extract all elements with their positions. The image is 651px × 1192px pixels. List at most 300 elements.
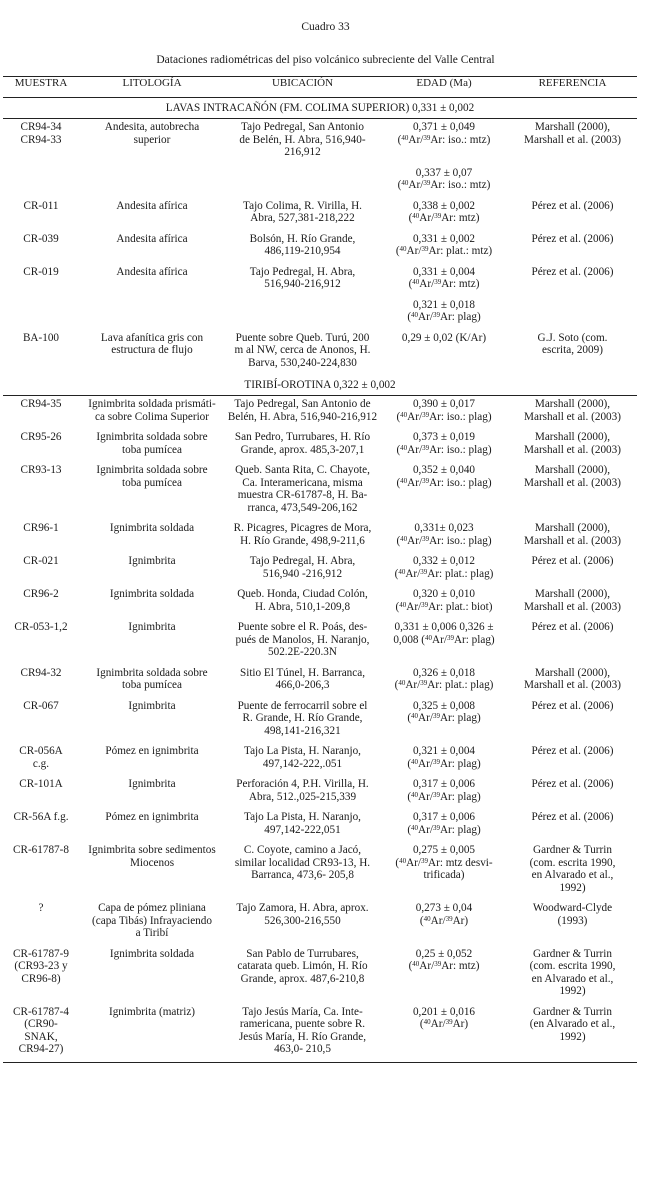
age-line (382, 902, 506, 915)
cell-line: Ignimbrita soldada prismáti- (88, 398, 216, 410)
isotope-superscript: 39 (432, 757, 440, 766)
cell-ubicacion (225, 619, 380, 665)
isotope-superscript: 40 (401, 179, 409, 187)
table-row (3, 553, 637, 586)
table-row (3, 119, 637, 165)
cell-line: 497,142-222,051 (264, 823, 341, 836)
cell-line: Ignimbrita (matriz) (108, 1005, 196, 1018)
isotope-superscript: 40 (412, 960, 420, 968)
cell-line: CR96-2 (23, 588, 59, 600)
age-line (382, 844, 506, 857)
age-text: ( (396, 410, 401, 423)
table-caption: Dataciones radiométricas del piso volcánico subreciente del Valle Central (156, 54, 495, 66)
cell-litologia (79, 665, 225, 698)
isotope-superscript: 40 (399, 856, 407, 865)
cell-line: Ignimbrita soldada (109, 522, 195, 534)
age-text: 0,352 ± 0,040 (412, 464, 476, 476)
cell-referencia (508, 165, 637, 198)
cell-referencia (508, 462, 637, 520)
cell-line: Bolsón, H. Río Grande, (249, 232, 356, 245)
cell-ubicacion (225, 842, 380, 900)
cell-line: C. Coyote, camino a Jacó, (243, 844, 362, 856)
cell-line: Tajo La Pista, H. Naranjo, (244, 811, 361, 823)
cell-ubicacion (225, 297, 380, 330)
age-text: 0,201 ± 0,016 (412, 1005, 476, 1018)
age-text: 0,275 ± 0,005 (412, 844, 476, 856)
cell-line: Tajo La Pista, H. Naranjo, (244, 745, 361, 757)
age-text: ( (407, 823, 412, 836)
age-line (382, 464, 506, 477)
cell-line: Marshall et al. (2003) (524, 443, 621, 456)
age-line (382, 915, 506, 928)
age-text: Ar/ (406, 600, 422, 613)
age-text: Ar/ (405, 679, 421, 691)
cell-referencia (508, 698, 637, 744)
age-line (382, 1006, 506, 1019)
cell-litologia (79, 165, 225, 198)
cell-line: Marshall et al. (2003) (524, 476, 621, 489)
cell-line: San Pablo de Turrubares, (246, 947, 359, 960)
age-text: 0,337 ± 0,07 (415, 166, 473, 179)
cell-line: Pérez et al. (2006) (531, 199, 614, 212)
age-text: Ar/ (407, 476, 423, 489)
cell-edad (380, 586, 508, 619)
age-text: Ar/ (430, 1018, 446, 1030)
cell-edad (380, 396, 508, 430)
cell-edad (380, 1004, 508, 1063)
cell-litologia (79, 698, 225, 744)
isotope-superscript: 39 (421, 600, 429, 609)
age-text: Ar: iso.: plag) (429, 410, 492, 423)
cell-ubicacion (225, 553, 380, 586)
age-text: Ar: plat.: plag) (427, 679, 494, 691)
isotope-superscript: 40 (400, 534, 408, 543)
age-text: Ar/ (418, 311, 433, 323)
cell-line: CR94-32 (20, 666, 62, 679)
cell-line: Marshall (2000), (534, 522, 611, 534)
cell-line: Queb. Santa Rita, C. Chayote, (235, 464, 370, 476)
cell-muestra (3, 809, 79, 842)
age-text: ( (419, 914, 424, 927)
cell-line: Tajo Jesús María, Ca. Inte- (242, 1005, 363, 1018)
table-row (3, 586, 637, 619)
cell-referencia (508, 264, 637, 297)
age-text: ( (407, 757, 412, 770)
cell-line: Abra, 512.,025-215,339 (248, 790, 357, 803)
age-line (382, 245, 506, 258)
age-text: 0,326 ± 0,018 (412, 666, 476, 679)
cell-referencia (508, 665, 637, 698)
cell-line: escrita, 2009) (542, 344, 603, 356)
age-text: 0,317 ± 0,006 (412, 778, 476, 790)
header-muestra: MUESTRA (3, 77, 79, 98)
age-line (382, 824, 506, 837)
cell-ubicacion (225, 330, 380, 376)
isotope-superscript: 39 (432, 712, 440, 720)
cell-edad (380, 809, 508, 842)
age-line (382, 634, 506, 647)
isotope-superscript: 39 (420, 567, 428, 576)
cell-muestra (3, 198, 79, 231)
cell-line: Pérez et al. (2006) (531, 265, 614, 278)
cell-line: toba pumícea (122, 679, 182, 691)
cell-ubicacion (225, 900, 380, 946)
age-line (382, 960, 506, 973)
age-line (382, 667, 506, 680)
cell-line: 516,940 -216,912 (262, 567, 343, 580)
cell-ubicacion (225, 119, 380, 165)
isotope-superscript: 39 (445, 1018, 453, 1026)
isotope-superscript: 39 (422, 443, 430, 452)
age-text: 0,338 ± 0,002 (412, 199, 476, 212)
cell-line: Andesita afírica (116, 265, 188, 278)
cell-muestra (3, 520, 79, 553)
age-line (382, 200, 506, 213)
cell-line: Marshall (2000), (534, 588, 611, 600)
isotope-superscript: 39 (434, 278, 442, 286)
cell-edad (380, 665, 508, 698)
age-line (382, 601, 506, 614)
table-row (3, 743, 637, 776)
cell-line: H. Río Grande, 498,9-211,6 (240, 534, 365, 547)
cell-edad (380, 619, 508, 665)
cell-line: 1992) (559, 985, 586, 997)
cell-line: CR96-8) (21, 972, 61, 985)
age-line (382, 179, 506, 192)
cell-line: Barva, 530,240-224,830 (248, 356, 357, 369)
cell-line: Gardner & Turrin (533, 947, 612, 960)
cell-line: 1992) (559, 881, 586, 894)
age-line (382, 535, 506, 548)
age-text: ( (396, 443, 401, 456)
table-row (3, 264, 637, 297)
cell-line: CR96-1 (23, 522, 59, 534)
cell-line: de Belén, H. Abra, 516,940- (239, 133, 366, 146)
isotope-superscript: 40 (411, 712, 419, 720)
age-line (382, 555, 506, 568)
age-line (382, 167, 506, 180)
age-text: ( (396, 476, 401, 489)
cell-muestra (3, 665, 79, 698)
cell-line: Marshall et al. (2003) (524, 679, 621, 691)
cell-line: G.J. Soto (com. (537, 331, 608, 344)
cell-edad (380, 462, 508, 520)
cell-line: Andesita, autobrecha (104, 121, 200, 133)
cell-line: Lava afanítica gris con (100, 331, 204, 344)
table-row (3, 776, 637, 809)
isotope-superscript: 39 (421, 245, 429, 253)
age-text: 0,320 ± 0,010 (412, 588, 476, 600)
cell-edad (380, 842, 508, 900)
cell-edad (380, 698, 508, 744)
cell-referencia (508, 586, 637, 619)
cell-referencia (508, 743, 637, 776)
cell-line: catarata queb. Limón, H. Río (237, 960, 368, 972)
cell-muestra (3, 119, 79, 165)
isotope-superscript: 40 (411, 823, 419, 832)
cell-line: Pérez et al. (2006) (531, 745, 614, 757)
cell-referencia (508, 776, 637, 809)
cell-referencia (508, 429, 637, 462)
header-ubicacion: UBICACIÓN (225, 77, 380, 98)
age-text: Ar/ (406, 245, 422, 257)
age-text: Ar/ (405, 567, 421, 580)
cell-referencia (508, 396, 637, 430)
cell-line: Pérez et al. (2006) (531, 699, 614, 712)
cell-muestra (3, 619, 79, 665)
cell-line: CR-039 (23, 232, 59, 245)
cell-ubicacion (225, 231, 380, 264)
cell-muestra (3, 330, 79, 376)
table-body (3, 98, 637, 1063)
isotope-superscript: 40 (412, 278, 420, 286)
age-text: ( (408, 960, 413, 972)
cell-referencia (508, 900, 637, 946)
age-text: 0,373 ± 0,019 (412, 431, 476, 443)
age-line (382, 278, 506, 291)
age-line (382, 477, 506, 490)
cell-line: CR94-33 (20, 133, 62, 146)
cell-ubicacion (225, 586, 380, 619)
cell-line: Ignimbrita soldada (109, 588, 195, 600)
table-row (3, 429, 637, 462)
cell-line: Pómez en ignimbrita (105, 745, 199, 757)
section-row (3, 98, 637, 119)
header-edad: EDAD (Ma) (380, 77, 508, 98)
age-text: Ar/ (407, 410, 423, 423)
age-text: ( (408, 212, 413, 224)
cell-line: (en Alvarado et al., (529, 1018, 616, 1030)
cell-line: Marshall (2000), (534, 464, 611, 476)
cell-litologia (79, 396, 225, 430)
age-line (382, 869, 506, 882)
cell-litologia (79, 553, 225, 586)
cell-muestra (3, 743, 79, 776)
age-text: 0,29 ± 0,02 (K/Ar) (401, 331, 487, 344)
cell-referencia (508, 1004, 637, 1063)
age-text: Ar/ (418, 712, 433, 724)
cell-line: CR-053-1,2 (14, 621, 68, 633)
age-text: 0,331 ± 0,004 (412, 265, 476, 278)
cell-line: Gardner & Turrin (533, 1005, 612, 1018)
cell-muestra (3, 396, 79, 430)
cell-line: Abra, 527,381-218,222 (250, 212, 355, 224)
age-text: Ar/ (419, 212, 435, 224)
isotope-superscript: 39 (423, 179, 431, 187)
age-text: Ar: plag) (439, 757, 481, 770)
cell-muestra (3, 553, 79, 586)
section-label: LAVAS INTRACAÑÓN (FM. COLIMA SUPERIOR) 0,331 ± 0,002 (3, 98, 637, 119)
cell-edad (380, 553, 508, 586)
age-text: Ar/ (419, 960, 435, 972)
age-text: ( (397, 179, 402, 191)
cell-line: R. Picagres, Picagres de Mora, (233, 522, 372, 534)
isotope-superscript: 39 (422, 534, 430, 543)
age-line (382, 745, 506, 758)
isotope-superscript: 39 (422, 476, 430, 485)
age-text: 0,331± 0,023 (414, 522, 474, 534)
isotope-superscript: 40 (411, 311, 419, 319)
cell-line: (com. escrita 1990, (529, 856, 616, 869)
isotope-superscript: 40 (399, 600, 407, 609)
cell-line: Pérez et al. (2006) (531, 555, 614, 567)
age-text: Ar: iso.: mtz) (430, 133, 491, 146)
header-litologia: LITOLOGÍA (79, 77, 225, 98)
age-text: 0,321 ± 0,018 (412, 298, 476, 311)
cell-line: SNAK, (24, 1030, 58, 1043)
cell-line: 466,0-206,3 (275, 679, 330, 691)
cell-line: 486,119-210,954 (264, 245, 341, 257)
table-row (3, 396, 637, 430)
age-text: Ar: iso.: plag) (429, 476, 492, 489)
cell-ubicacion (225, 198, 380, 231)
cell-line: CR94-35 (20, 398, 62, 410)
cell-line: Ignimbrita (128, 699, 176, 712)
cell-line: ramericana, puente sobre R. (239, 1018, 366, 1030)
age-text: Ar/ (407, 534, 423, 547)
cell-line: Barranca, 473,6- 205,8 (251, 869, 354, 881)
cell-litologia (79, 586, 225, 619)
age-line (382, 621, 506, 634)
cell-line: Ignimbrita soldada (109, 947, 195, 960)
age-text: ( (407, 790, 412, 803)
cell-line: Pérez et al. (2006) (531, 621, 614, 633)
table-row (3, 231, 637, 264)
age-text: Ar) (452, 1018, 469, 1030)
cell-line: Tajo Pedregal, H. Abra, (249, 555, 356, 567)
age-text: Ar/ (419, 278, 435, 290)
cell-edad (380, 776, 508, 809)
age-text: Ar: iso.: plag) (429, 443, 492, 456)
age-text: ( (397, 133, 402, 146)
isotope-superscript: 40 (400, 476, 408, 485)
age-line (382, 266, 506, 279)
cell-line: CR-61787-8 (13, 844, 69, 856)
cell-line: 463,0- 210,5 (274, 1043, 331, 1055)
isotope-superscript: 40 (411, 757, 419, 766)
isotope-superscript: 39 (423, 133, 431, 142)
cell-referencia (508, 946, 637, 1004)
age-text: ( (407, 311, 412, 323)
age-line (382, 444, 506, 457)
isotope-superscript: 39 (422, 410, 430, 419)
cell-line: Sitio El Túnel, H. Barranca, (239, 666, 365, 679)
cell-line: Ignimbrita soldada sobre (96, 464, 208, 476)
cell-line: ca sobre Colima Superior (94, 410, 210, 423)
cell-line: CR94-34 (20, 121, 62, 133)
cell-referencia (508, 809, 637, 842)
cell-litologia (79, 743, 225, 776)
age-text: 0,325 ± 0,008 (412, 699, 476, 712)
age-line (382, 700, 506, 713)
cell-ubicacion (225, 264, 380, 297)
cell-litologia (79, 900, 225, 946)
cell-line: 526,300-216,550 (264, 914, 341, 927)
cell-line: CR-056A (19, 745, 63, 757)
cell-line: Tajo Pedregal, H. Abra, (249, 265, 356, 278)
cell-litologia (79, 119, 225, 165)
age-line (382, 568, 506, 581)
cell-line: Marshall (2000), (534, 121, 611, 133)
isotope-superscript: 40 (425, 633, 433, 642)
cell-line: Grande, aprox. 485,3-207,1 (240, 443, 365, 456)
isotope-superscript: 40 (398, 567, 406, 576)
table-row (3, 520, 637, 553)
cell-referencia (508, 619, 637, 665)
cell-ubicacion (225, 396, 380, 430)
age-text: Ar: mtz) (441, 960, 480, 972)
cell-line: Tajo Pedregal, San Antonio (241, 121, 364, 133)
cell-litologia (79, 264, 225, 297)
cell-line: en Alvarado et al., (531, 972, 614, 985)
age-text: Ar: iso.: plag) (429, 534, 492, 547)
table-row (3, 462, 637, 520)
isotope-superscript: 39 (420, 679, 428, 687)
cell-line: 516,940-216,912 (264, 278, 341, 290)
cell-muestra (3, 842, 79, 900)
cell-edad (380, 231, 508, 264)
cell-line: (CR90- (24, 1018, 58, 1030)
isotope-superscript: 40 (412, 212, 420, 220)
age-text: Ar: plag) (439, 790, 481, 803)
age-text: 0,008 ( (393, 633, 426, 646)
age-text: Ar: plag) (439, 311, 481, 323)
cell-line: 497,142-222,.051 (262, 757, 343, 770)
age-text: 0,390 ± 0,017 (412, 398, 476, 410)
cell-line: Grande, aprox. 487,6-210,8 (240, 972, 365, 985)
age-text: ( (407, 712, 412, 724)
cell-referencia (508, 520, 637, 553)
cell-muestra (3, 165, 79, 198)
cell-line: estructura de flujo (111, 344, 193, 356)
age-line (382, 212, 506, 225)
cell-line: Woodward-Clyde (532, 902, 613, 914)
cell-referencia (508, 231, 637, 264)
cell-line: 498,141-216,321 (264, 724, 341, 737)
cell-line: Tajo Zamora, H. Abra, aprox. (236, 902, 369, 914)
age-text: Ar: mtz desvi- (428, 856, 493, 869)
age-line (382, 712, 506, 725)
cell-litologia (79, 809, 225, 842)
cell-line: rranca, 473,549-206,162 (247, 501, 358, 514)
cell-line: ? (38, 902, 44, 914)
age-text: Ar/ (407, 443, 423, 456)
cell-line: CR-56A f.g. (13, 811, 69, 823)
age-text: 0,331 ± 0,006 0,326 ± (394, 621, 494, 633)
isotope-superscript: 39 (446, 633, 454, 642)
table-row (3, 330, 637, 376)
cell-line: Perforación 4, P.H. Virilla, H. (236, 778, 369, 790)
age-text: 0,321 ± 0,004 (412, 745, 476, 757)
cell-line: CR-021 (23, 555, 59, 567)
age-text: Ar: plag) (439, 712, 481, 724)
age-text: ( (396, 534, 401, 547)
cell-line: Ignimbrita sobre sedimentos (88, 844, 216, 856)
cell-line: Queb. Honda, Ciudad Colón, (237, 588, 368, 600)
cell-line: Ignimbrita soldada sobre (96, 666, 208, 679)
cell-line: Marshall (2000), (534, 666, 611, 679)
age-text: Ar/ (408, 179, 424, 191)
cell-ubicacion (225, 698, 380, 744)
cell-edad (380, 297, 508, 330)
age-line (382, 134, 506, 147)
age-text: Ar: plag) (453, 633, 495, 646)
isotope-superscript: 40 (398, 679, 406, 687)
age-line (382, 857, 506, 870)
cell-litologia (79, 776, 225, 809)
table-row (3, 297, 637, 330)
age-line (382, 588, 506, 601)
